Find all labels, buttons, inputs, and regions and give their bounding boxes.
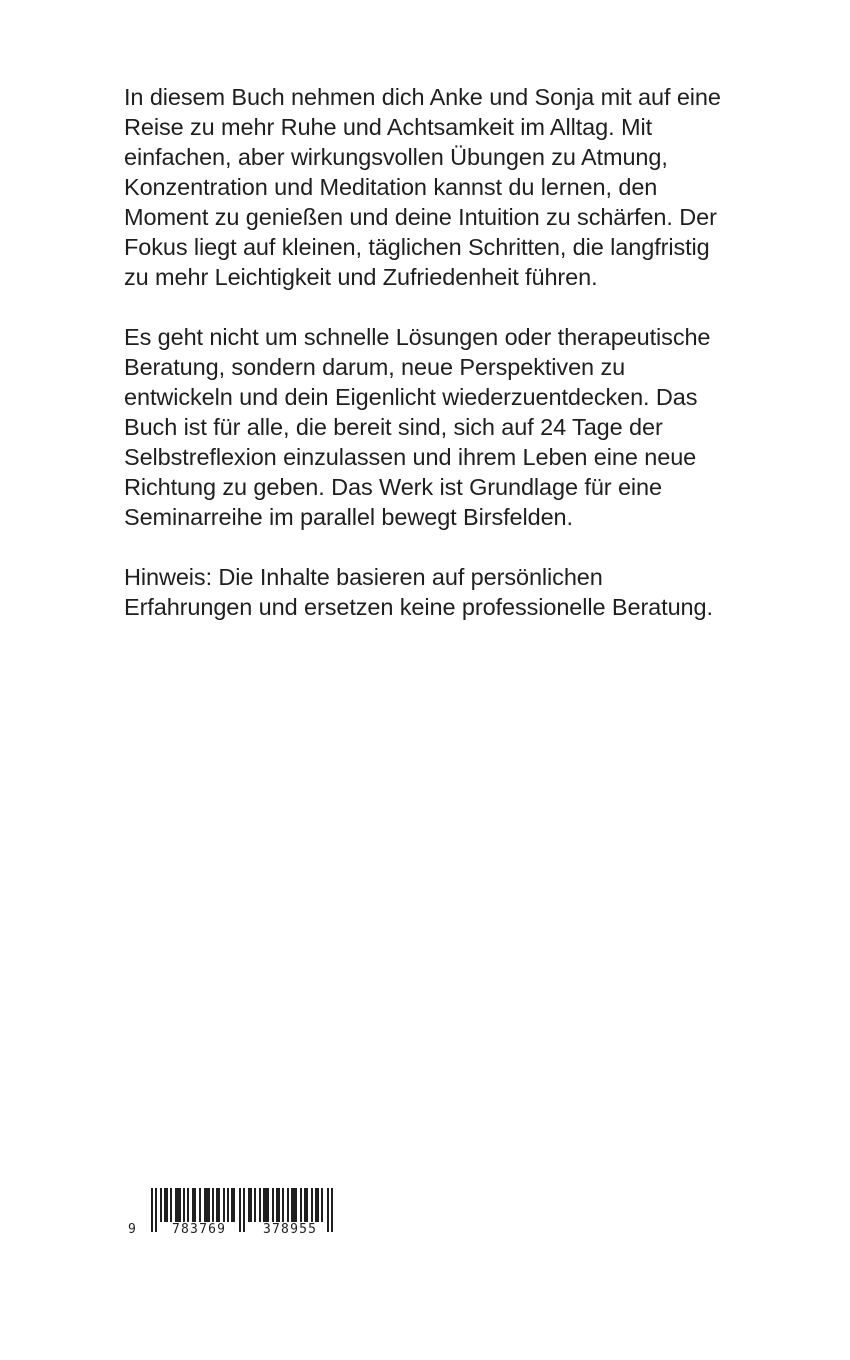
disclaimer-paragraph: Hinweis: Die Inhalte basieren auf persönlichen Erfahrungen und ersetzen keine professionelle Beratung. bbox=[124, 564, 713, 620]
isbn-barcode bbox=[128, 1188, 338, 1246]
blurb-paragraph-1: In diesem Buch nehmen dich Anke und Sonja mit auf eine Reise zu mehr Ruhe und Achtsamkeit im Alltag. Mit einfachen, aber wirkungsvollen Übungen zu Atmung, Konzentration und Meditation kannst du lernen, den Moment zu genießen und deine Intuition zu schärfen. Der Fokus liegt auf kleinen, täglichen Schritten, die langfristig zu mehr Leichtigkeit und Zufriedenheit führen. bbox=[124, 84, 721, 290]
blurb-text bbox=[124, 82, 734, 652]
barcode-digits-left: 783769 bbox=[172, 1222, 227, 1237]
barcode-digit-first: 9 bbox=[128, 1222, 138, 1237]
barcode-digits-right: 378955 bbox=[263, 1222, 318, 1237]
blurb-paragraph-2: Es geht nicht um schnelle Lösungen oder therapeutische Beratung, sondern darum, neue Perspektiven zu entwickeln und dein Eigenlicht wiederzuentdecken. Das Buch ist für alle, die bereit sind, sich auf 24 Tage der Selbstreflexion einzulassen und ihrem Leben eine neue Richtung zu geben. Das Werk ist Grundlage für eine Seminarreihe im parallel bewegt Birsfelden. bbox=[124, 324, 711, 530]
